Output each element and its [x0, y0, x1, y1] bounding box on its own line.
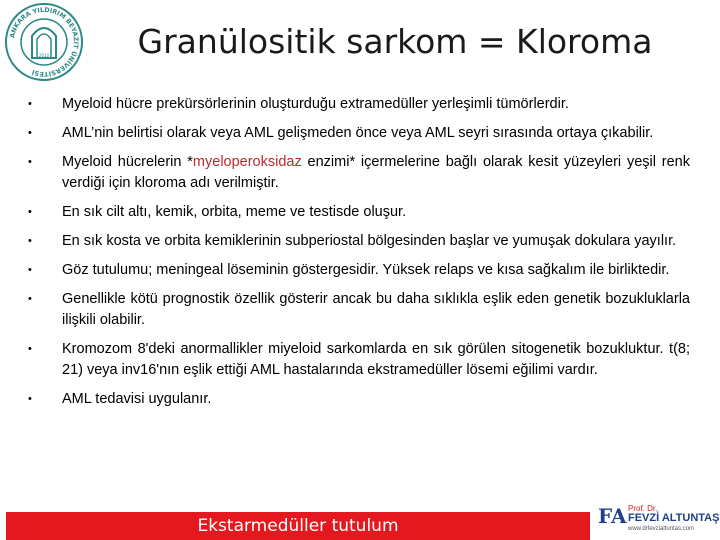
author-mark-icon: FA	[598, 504, 627, 528]
bullet-dot-icon: •	[28, 293, 32, 305]
bullet-item	[28, 339, 690, 381]
bullet-item	[28, 260, 690, 281]
bullet-text: AML tedavisi uygulanır.	[62, 391, 212, 407]
svg-text:ANKARA YILDIRIM BEYAZIT ÜNİVER: ANKARA YILDIRIM BEYAZIT ÜNİVERSİTESİ	[8, 5, 81, 79]
author-name: FEVZİ ALTUNTAŞ	[628, 512, 720, 524]
bullet-item	[28, 289, 690, 331]
bullet-item	[28, 202, 690, 223]
bullet-list	[28, 94, 690, 418]
bullet-dot-icon: •	[28, 343, 32, 355]
bullet-dot-icon: •	[28, 127, 32, 139]
bullet-text: Genellikle kötü prognostik özellik gösterir ancak bu daha sıklıkla eşlik eden genetik bozukluklarla ilişkili olabilir.	[62, 291, 690, 328]
bullet-text: Myeloid hücre prekürsörlerinin oluşturduğu extramedüller yerleşimli tümörlerdir.	[62, 96, 569, 112]
bullet-text: En sık cilt altı, kemik, orbita, meme ve testisde oluşur.	[62, 204, 407, 220]
bullet-dot-icon: •	[28, 393, 32, 405]
footer-bar	[6, 512, 590, 540]
highlighted-term: myeloperoksidaz	[192, 154, 302, 170]
bullet-item	[28, 152, 690, 194]
bullet-text-post: enzimi* içermelerine bağlı olarak kesit yüzeyleri yeşil renk verdiği için kloroma adı verilmiştir.	[62, 154, 690, 191]
bullet-text: AML’nin belirtisi olarak veya AML gelişmeden önce veya AML seyri sırasında ortaya çıkabilir.	[62, 125, 654, 141]
bullet-text-pre: Myeloid hücrelerin *	[62, 154, 193, 170]
bullet-dot-icon: •	[28, 98, 32, 110]
bullet-dot-icon: •	[28, 264, 32, 276]
bullet-item	[28, 231, 690, 252]
svg-text:2010: 2010	[38, 53, 50, 58]
bullet-item	[28, 389, 690, 410]
slide-title: Granülositik sarkom = Kloroma	[137, 22, 653, 61]
author-logo	[598, 500, 720, 534]
bullet-dot-icon: •	[28, 156, 32, 168]
bullet-text: Kromozom 8'deki anormallikler miyeloid sarkomlarda en sık görülen sitogenetik bozukluktur. t(8; 21) veya inv16'nın eşlik ettiği AML hastalarında ekstramedüller lösemi eğilimi vardır.	[62, 341, 690, 378]
bullet-item	[28, 94, 690, 115]
author-url: www.drfevzialtuntas.com	[628, 526, 695, 532]
bullet-dot-icon: •	[28, 235, 32, 247]
bullet-text: Göz tutulumu; meningeal löseminin göstergesidir. Yüksek relaps ve kısa sağkalım ile birliktedir.	[62, 262, 670, 278]
author-prefix: Prof. Dr.	[628, 504, 658, 513]
university-seal-icon	[4, 2, 84, 82]
footer-label: Ekstarmedüller tutulum	[197, 516, 399, 536]
university-logo	[4, 2, 84, 82]
bullet-item	[28, 123, 690, 144]
bullet-text: En sık kosta ve orbita kemiklerinin subperiostal bölgesinden başlar ve yumuşak dokulara yayılır.	[62, 233, 677, 249]
bullet-dot-icon: •	[28, 206, 32, 218]
